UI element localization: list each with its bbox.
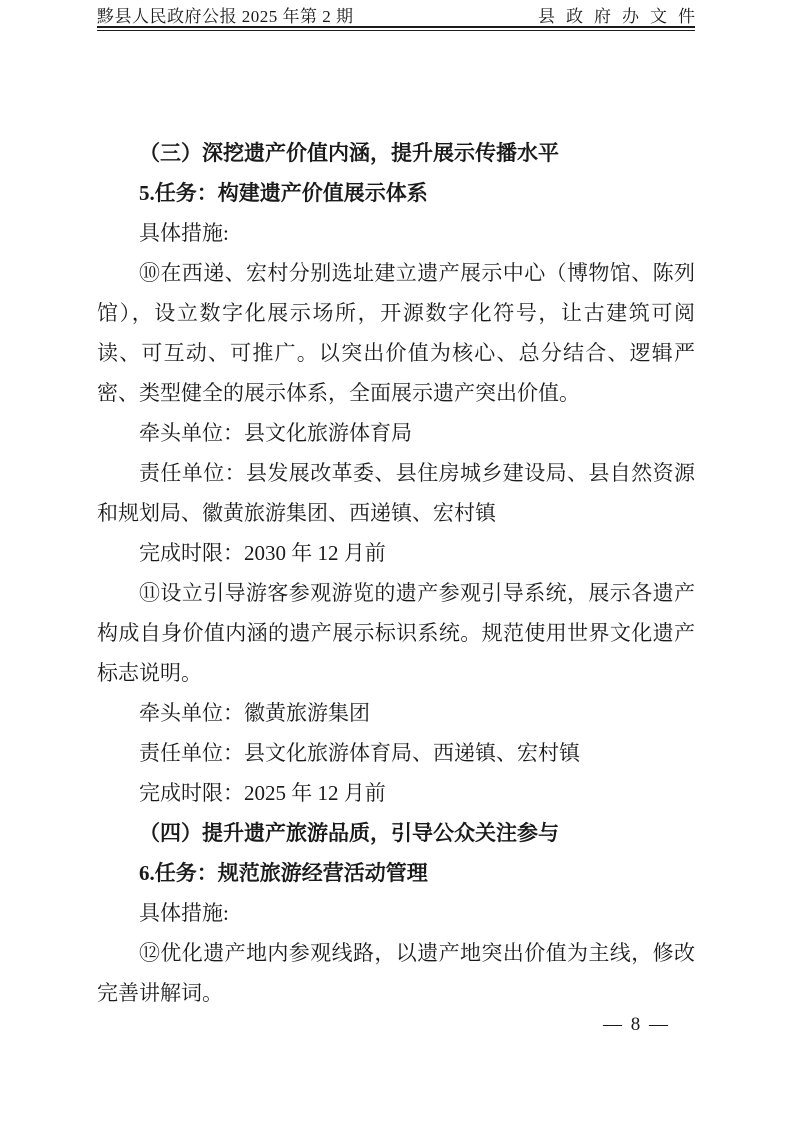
paragraph: 具体措施: bbox=[139, 221, 229, 245]
section-heading: （四）提升遗产旅游品质，引导公众关注参与 bbox=[139, 821, 559, 845]
paragraph: 具体措施: bbox=[139, 901, 229, 925]
page-header bbox=[97, 7, 706, 27]
paragraph: 牵头单位：徽黄旅游集团 bbox=[139, 701, 370, 725]
header-divider-rule bbox=[97, 26, 695, 31]
section-heading: （三）深挖遗产价值内涵，提升展示传播水平 bbox=[139, 141, 559, 165]
paragraph: ⑪设立引导游客参观游览的遗产参观引导系统，展示各遗产构成自身价值内涵的遗产展示标识系统。规范使用世界文化遗产标志说明。 bbox=[97, 581, 695, 685]
paragraph: ⑩在西递、宏村分别选址建立遗产展示中心（博物馆、陈列馆），设立数字化展示场所，开源数字化符号，让古建筑可阅读、可互动、可推广。以突出价值为核心、总分结合、逻辑严密、类型健全的展示体系，全面展示遗产突出价值。 bbox=[97, 261, 695, 405]
header-gazette-title: 黟县人民政府公报 2025 年第 2 期 bbox=[97, 7, 354, 26]
paragraph: 完成时限：2030 年 12 月前 bbox=[139, 541, 386, 565]
paragraph: 责任单位：县发展改革委、县住房城乡建设局、县自然资源和规划局、徽黄旅游集团、西递镇、宏村镇 bbox=[97, 461, 695, 525]
paragraph: ⑫优化遗产地内参观线路，以遗产地突出价值为主线，修改完善讲解词。 bbox=[97, 941, 695, 1005]
paragraph: 责任单位：县文化旅游体育局、西递镇、宏村镇 bbox=[139, 741, 580, 765]
paragraph: 牵头单位：县文化旅游体育局 bbox=[139, 421, 412, 445]
paragraph: 完成时限：2025 年 12 月前 bbox=[139, 781, 386, 805]
section-heading: 6.任务：规范旅游经营活动管理 bbox=[139, 861, 428, 885]
page-number: — 8 — bbox=[603, 1014, 670, 1035]
document-body bbox=[97, 133, 695, 1013]
section-heading: 5.任务：构建遗产价值展示体系 bbox=[139, 181, 428, 205]
header-document-category: 县政府办文件 bbox=[538, 7, 706, 26]
